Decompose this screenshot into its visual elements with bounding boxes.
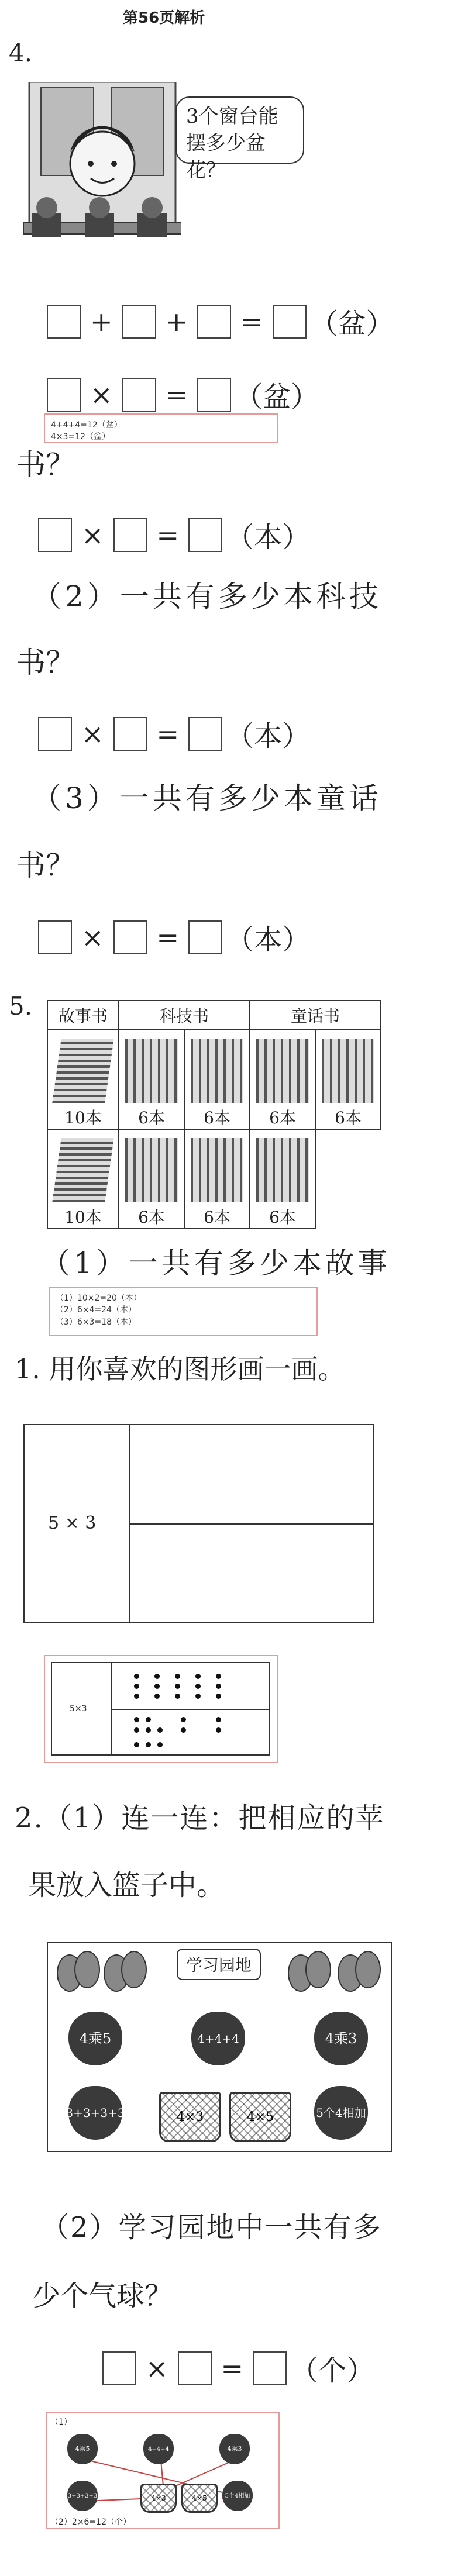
- answer-box[interactable]: [38, 717, 72, 751]
- equals-sign: =: [156, 718, 180, 750]
- equation-part3: [38, 917, 310, 957]
- speech-bubble-text: 3个窗台能摆多少盆花？: [186, 105, 278, 182]
- header-fairy-books: 童话书: [250, 1001, 381, 1030]
- question-tail: 书？: [16, 849, 75, 882]
- book-cell: [119, 1129, 184, 1229]
- book-row-icon: [322, 1039, 374, 1103]
- apple-4plus4plus4: 4+4+4: [143, 2434, 174, 2464]
- equals-sign: =: [156, 519, 180, 551]
- book-cell: [315, 1030, 381, 1129]
- answer-line: （3）6×3=18（本）: [56, 1317, 136, 1327]
- answer-box[interactable]: [188, 518, 222, 552]
- answer-line: （1）: [50, 2418, 72, 2427]
- answer-line: 4+4+4=12（盆）: [51, 420, 122, 430]
- book-row-icon: [191, 1138, 243, 1202]
- question-part3: （3）一共有多少本童话: [32, 781, 382, 815]
- answer-box[interactable]: [38, 920, 72, 954]
- question-q2-sub2-line1: （2）学习园地中一共有多: [41, 2211, 382, 2244]
- girl-window-illustration: [23, 82, 181, 257]
- equals-sign: =: [165, 378, 188, 411]
- equation-part2: [38, 713, 310, 754]
- times-sign: ×: [90, 378, 113, 411]
- study-board: [47, 1942, 392, 2152]
- book-count: 6本: [138, 1208, 165, 1227]
- basket-4x5[interactable]: 4×5: [229, 2092, 291, 2142]
- book-cell: [250, 1129, 315, 1229]
- answer-box[interactable]: [188, 717, 222, 751]
- apple-4x5: 4乘5: [67, 2434, 98, 2464]
- question-tail: 书？: [16, 646, 75, 680]
- book-count: 6本: [138, 1108, 165, 1127]
- rectangle-label: 5 × 3: [48, 1513, 97, 1533]
- balloon-icon: [74, 1951, 100, 1988]
- answer-rectangle-label: 5×3: [70, 1704, 87, 1713]
- book-count: 10本: [64, 1108, 102, 1127]
- horizontal-divider: [129, 1523, 374, 1525]
- plus-sign: +: [165, 305, 188, 337]
- question-draw: 1. 用你喜欢的图形画一画。: [15, 1353, 345, 1385]
- answer-box[interactable]: [197, 305, 231, 339]
- answer-line: （2）6×4=24（本）: [56, 1305, 136, 1315]
- plus-sign: +: [90, 305, 113, 337]
- apple-4x5[interactable]: 4乘5: [68, 2012, 122, 2065]
- book-count: 6本: [335, 1108, 362, 1127]
- question-tail: 书？: [16, 448, 75, 482]
- board-title: 学习园地: [177, 1949, 261, 1980]
- answer-box[interactable]: [38, 518, 72, 552]
- question-q5-1: （1）一共有多少本故事: [41, 1246, 391, 1280]
- book-cell: [47, 1030, 119, 1129]
- basket-4x3: 4×3: [140, 2484, 177, 2513]
- answer-line: 4×3=12（盆）: [51, 432, 111, 442]
- equation-multiply: [47, 374, 319, 415]
- answer-box-q5: [49, 1287, 318, 1336]
- balloon-icon: [305, 1951, 331, 1988]
- question-q2-line2: 果放入篮子中。: [28, 1869, 225, 1902]
- horizontal-divider: [111, 1709, 270, 1710]
- answer-box[interactable]: [113, 920, 147, 954]
- equals-sign: =: [240, 305, 263, 337]
- answer-rectangle: [51, 1662, 270, 1756]
- header-story-books: 故事书: [47, 1001, 119, 1030]
- times-sign: ×: [81, 921, 104, 953]
- unit-label: （个）: [290, 2354, 375, 2387]
- apple-4x3[interactable]: 4乘3: [314, 2012, 368, 2065]
- apple-3plus3[interactable]: 3+3+3+3: [68, 2086, 122, 2140]
- equation-q2: [102, 2348, 374, 2388]
- answer-box[interactable]: [102, 2351, 136, 2385]
- book-count: 10本: [64, 1208, 102, 1227]
- answer-box[interactable]: [122, 378, 156, 412]
- apple-5-fours: 5个4相加: [222, 2481, 253, 2511]
- answer-box[interactable]: [122, 305, 156, 339]
- question-number-4: 4.: [9, 39, 33, 67]
- answer-drawing: [44, 1655, 278, 1763]
- unit-label: （本）: [226, 720, 311, 753]
- answer-box[interactable]: [197, 378, 231, 412]
- answer-box[interactable]: [253, 2351, 287, 2385]
- book-cell: [47, 1129, 119, 1229]
- answer-box[interactable]: [273, 305, 307, 339]
- question-q2-sub2-line2: 少个气球？: [32, 2280, 173, 2312]
- answer-line: （1）10×2=20（本）: [56, 1294, 142, 1303]
- book-count: 6本: [269, 1108, 296, 1127]
- equation-add: [47, 301, 394, 342]
- drawing-rectangle: [23, 1424, 374, 1623]
- basket-4x5: 4×5: [181, 2484, 218, 2513]
- book-cell: [184, 1030, 250, 1129]
- book-row-icon: [191, 1039, 243, 1103]
- page-title: 第56页解析: [123, 9, 205, 27]
- book-stack-icon: [52, 1138, 113, 1202]
- answer-box[interactable]: [113, 717, 147, 751]
- times-sign: ×: [81, 519, 104, 551]
- book-cell: [184, 1129, 250, 1229]
- unit-label: （盆）: [235, 381, 319, 413]
- equals-sign: =: [221, 2352, 244, 2384]
- equals-sign: =: [156, 921, 180, 953]
- apple-5-fours[interactable]: 5个4相加: [314, 2086, 368, 2140]
- apple-4plus4plus4[interactable]: 4+4+4: [191, 2012, 245, 2065]
- answer-box-q4: [44, 413, 278, 443]
- unit-label: （本）: [226, 923, 311, 956]
- answer-box[interactable]: [188, 920, 222, 954]
- answer-box[interactable]: [47, 305, 81, 339]
- book-row-icon: [256, 1039, 309, 1103]
- book-row-icon: [256, 1138, 309, 1202]
- answer-box[interactable]: [178, 2351, 212, 2385]
- apple-4x3: 4乘3: [219, 2434, 250, 2464]
- balloon-icon: [121, 1951, 147, 1988]
- answer-box[interactable]: [47, 378, 81, 412]
- basket-4x3[interactable]: 4×3: [159, 2092, 221, 2142]
- books-table: [47, 1000, 381, 1229]
- book-count: 6本: [269, 1208, 296, 1227]
- question-q2-line1: 2.（1）连一连：把相应的苹: [15, 1802, 385, 1834]
- balloon-icon: [355, 1951, 381, 1988]
- book-row-icon: [125, 1138, 178, 1202]
- question-part2: （2）一共有多少本科技: [32, 580, 382, 613]
- answer-box[interactable]: [113, 518, 147, 552]
- question-number-5: 5.: [9, 992, 33, 1020]
- equation-part1: [38, 515, 310, 555]
- book-row-icon: [125, 1039, 178, 1103]
- unit-label: （盆）: [309, 308, 394, 340]
- apple-3plus3: 3+3+3+3: [67, 2481, 98, 2511]
- book-stack-icon: [52, 1039, 113, 1103]
- times-sign: ×: [146, 2352, 168, 2384]
- book-cell: [119, 1030, 184, 1129]
- speech-bubble: [176, 96, 304, 182]
- book-cell: [250, 1030, 315, 1129]
- unit-label: （本）: [226, 521, 311, 554]
- book-count: 6本: [204, 1108, 230, 1127]
- answer-box-q2: [46, 2412, 280, 2529]
- empty-cell: [315, 1129, 381, 1229]
- header-science-books: 科技书: [119, 1001, 250, 1030]
- times-sign: ×: [81, 718, 104, 750]
- book-count: 6本: [204, 1208, 230, 1227]
- answer-line: （2）2×6=12（个）: [50, 2518, 131, 2527]
